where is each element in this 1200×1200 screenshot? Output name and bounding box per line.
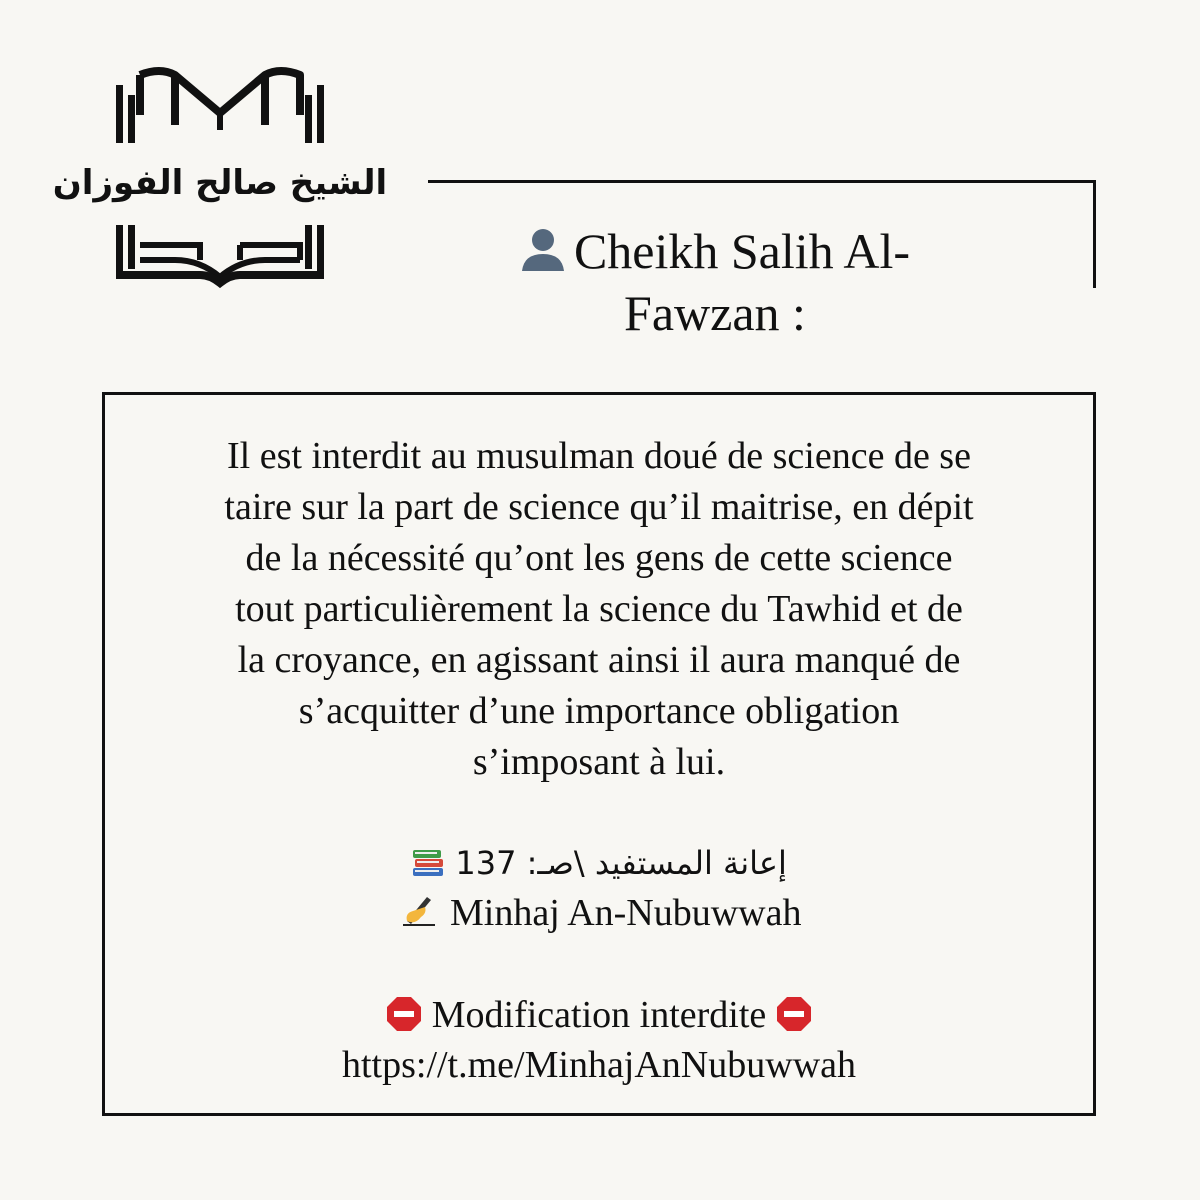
author-name-line1: Cheikh Salih Al- [573,223,911,279]
logo-arabic-name: الشيخ صالح الفوزان [52,163,388,203]
modification-warning [105,991,1093,1039]
logo [50,55,390,295]
quote-line: s’imposant à lui. [472,741,726,783]
quote-text [135,431,1063,788]
quote-line: taire sur la part de science qu’il maitrise, en dépit [224,486,974,528]
books-icon [411,845,445,889]
author-name-line2: Fawzan : [624,285,806,341]
signature [105,889,1093,941]
stop-sign-icon [386,996,422,1032]
quote-line: Il est interdit au musulman doué de science de se [227,435,971,477]
quote-box [102,392,1096,1116]
quote-line: tout particulièrement la science du Tawhid et de [235,588,963,630]
arabic-source: إعانة المستفيد \صـ: 137 [455,844,787,882]
stop-sign-icon [776,996,812,1032]
quote-line: s’acquitter d’une importance obligation [298,690,900,732]
source-reference [105,841,1093,889]
author-heading [480,222,950,342]
signature-text: Minhaj An-Nubuwwah [450,892,802,934]
writing-hand-icon [397,891,441,941]
quote-line: la croyance, en agissant ainsi il aura manqué de [237,639,961,681]
telegram-link[interactable]: https://t.me/MinhajAnNubuwwah [341,1044,857,1086]
person-silhouette-icon [520,226,566,284]
warning-text: Modification interdite [431,994,767,1036]
quote-line: de la nécessité qu’ont les gens de cette science [245,537,953,579]
